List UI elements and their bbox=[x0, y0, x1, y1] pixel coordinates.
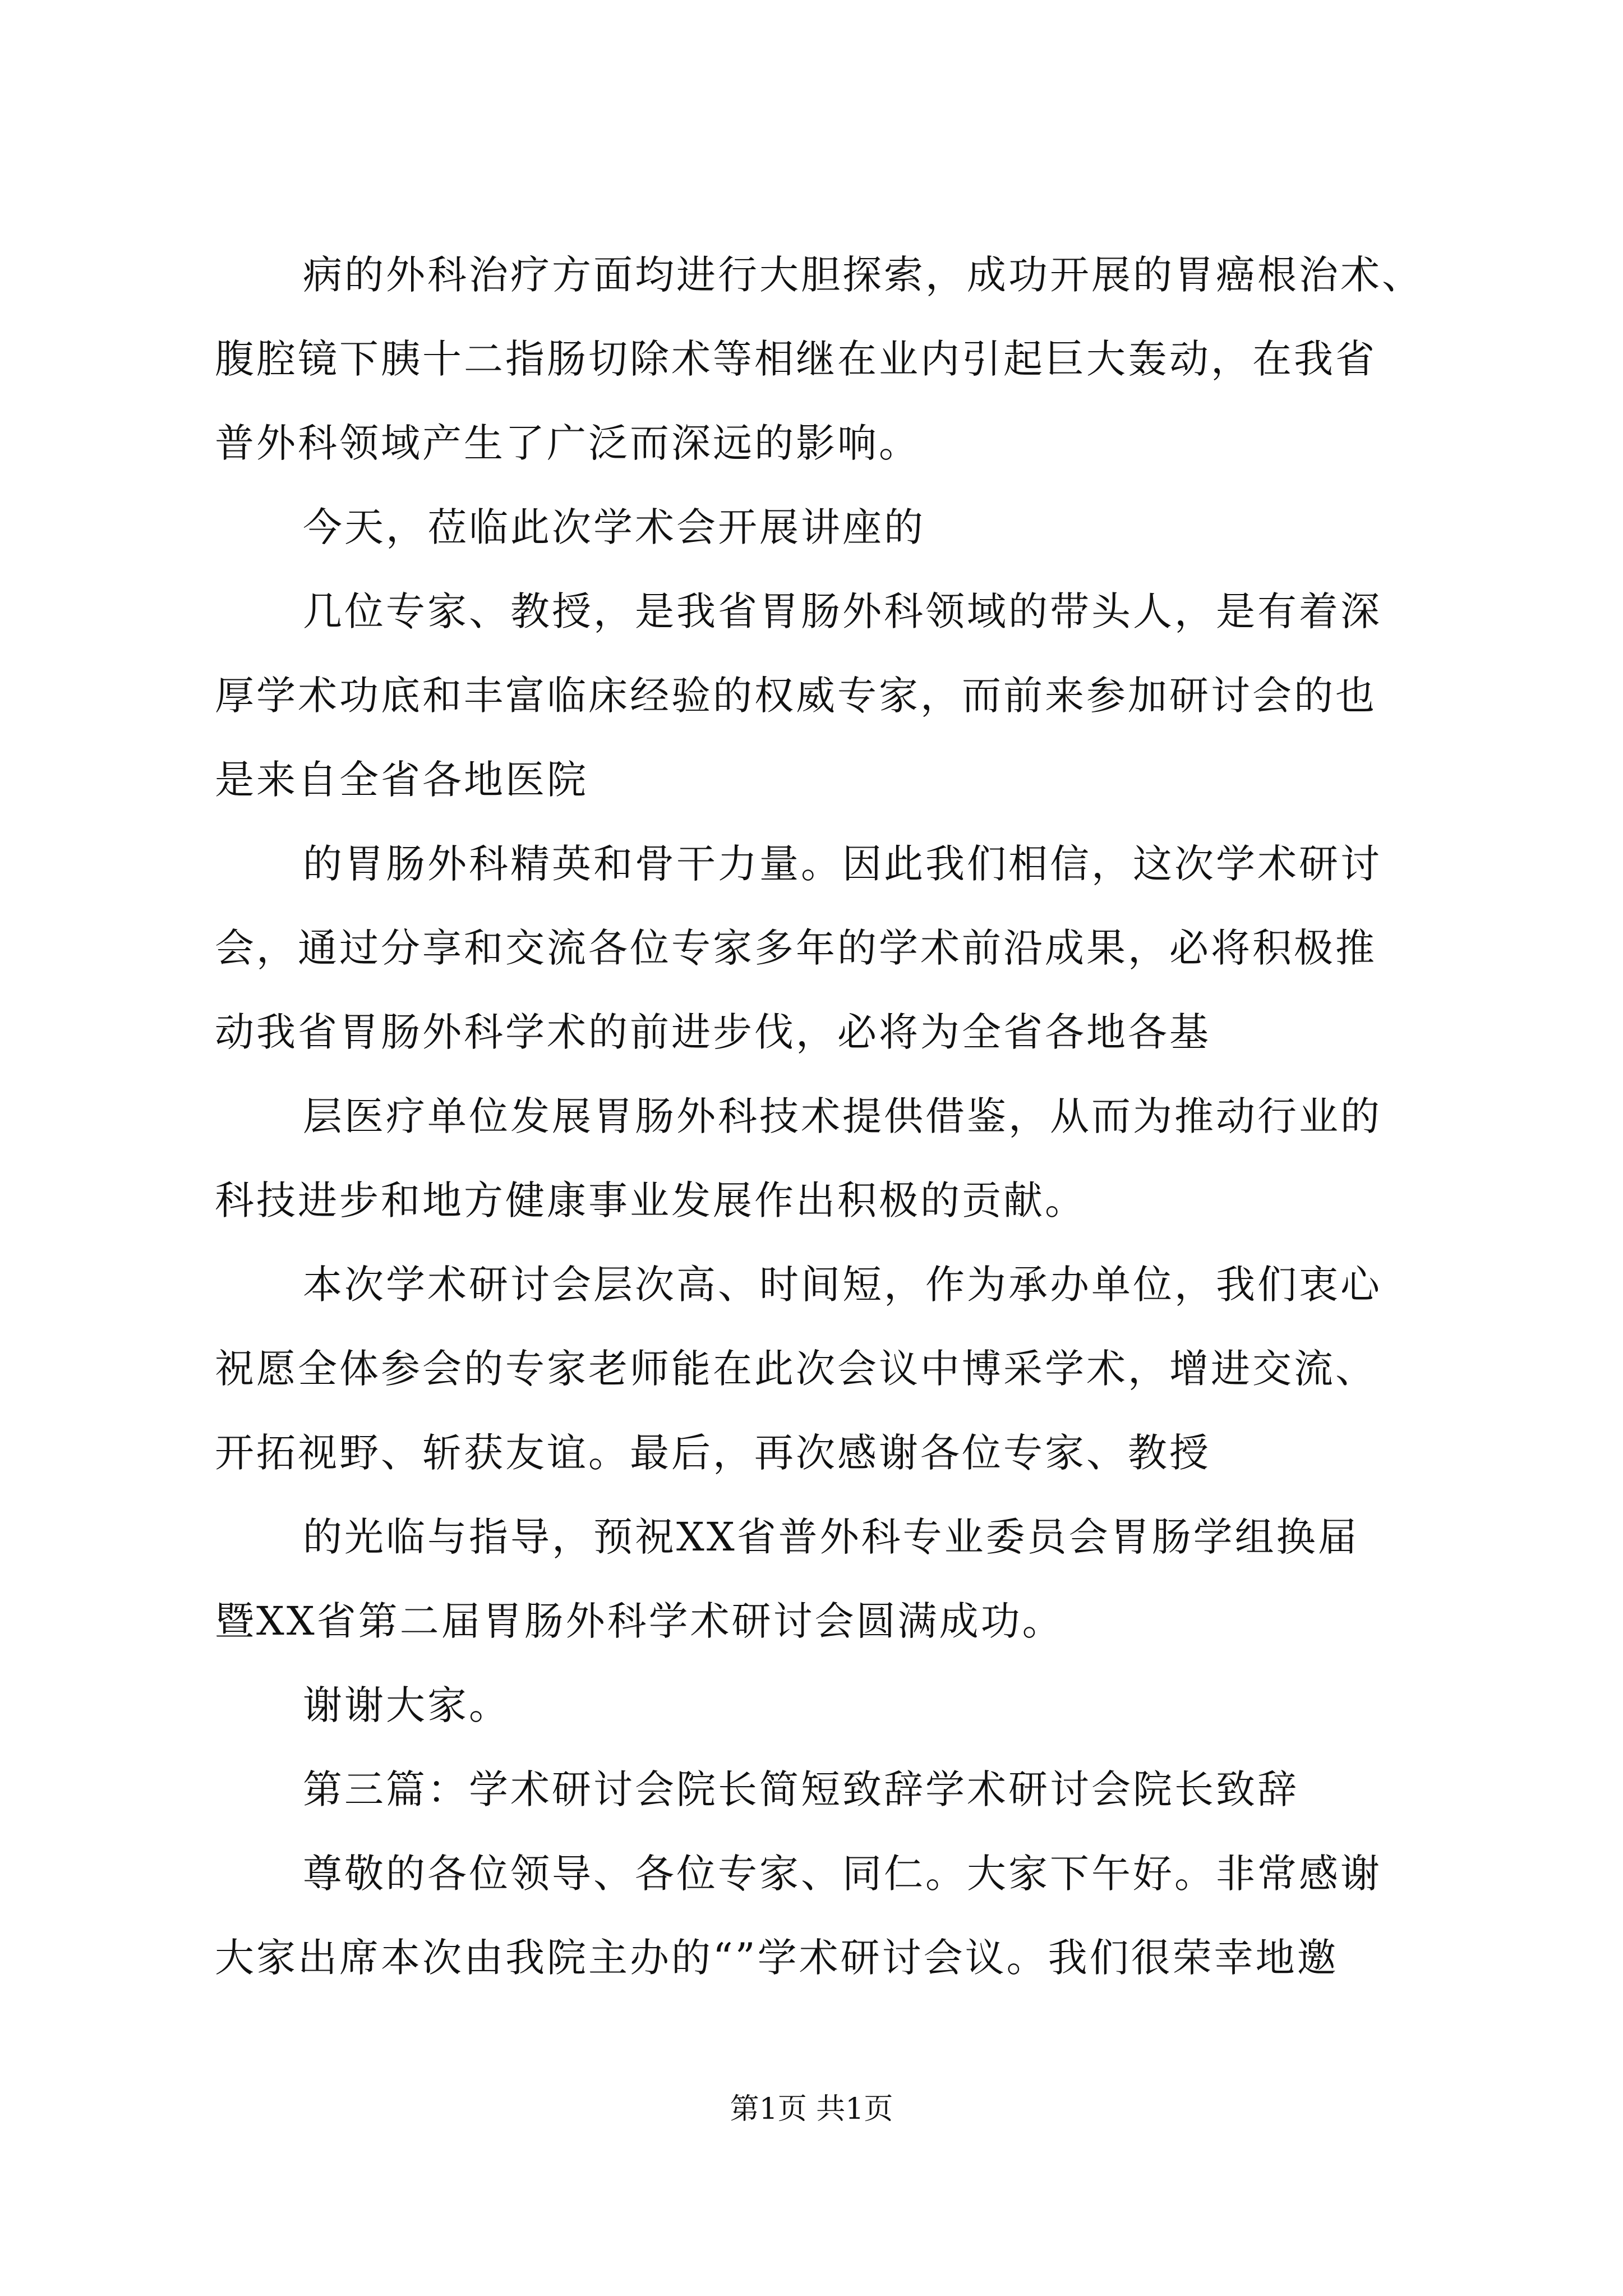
paragraph-line-9: 会，通过分享和交流各位专家多年的学术前沿成果，必将积极推 bbox=[215, 925, 1377, 971]
paragraph-line-5: 几位专家、教授，是我省胃肠外科领域的带头人，是有着深 bbox=[303, 588, 1382, 634]
paragraph-line-15: 开拓视野、斩获友谊。最后，再次感谢各位专家、教授 bbox=[215, 1430, 1211, 1476]
paragraph-line-1: 病的外科治疗方面均进行大胆探索，成功开展的胃癌根治术、 bbox=[303, 252, 1423, 298]
paragraph-line-7: 是来自全省各地医院 bbox=[215, 757, 588, 803]
paragraph-line-16: 的光临与指导，预祝XX省普外科专业委员会胃肠学组换届 bbox=[303, 1514, 1359, 1560]
paragraph-line-2: 腹腔镜下胰十二指肠切除术等相继在业内引起巨大轰动，在我省 bbox=[215, 336, 1377, 382]
paragraph-line-14: 祝愿全体参会的专家老师能在此次会议中博采学术，增进交流、 bbox=[215, 1346, 1377, 1392]
paragraph-line-12: 科技进步和地方健康事业发展作出积极的贡献。 bbox=[215, 1177, 1086, 1223]
page-footer: 第1页 共1页 bbox=[730, 2092, 893, 2126]
paragraph-line-6: 厚学术功底和丰富临床经验的权威专家，而前来参加研讨会的也 bbox=[215, 673, 1377, 719]
paragraph-line-4: 今天，莅临此次学术会开展讲座的 bbox=[303, 504, 925, 550]
section-heading: 第三篇：学术研讨会院长简短致辞学术研讨会院长致辞 bbox=[303, 1766, 1299, 1812]
paragraph-line-10: 动我省胃肠外科学术的前进步伐，必将为全省各地各基 bbox=[215, 1009, 1211, 1055]
paragraph-line-18: 谢谢大家。 bbox=[303, 1682, 510, 1728]
paragraph-line-13: 本次学术研讨会层次高、时间短，作为承办单位，我们衷心 bbox=[303, 1262, 1382, 1308]
paragraph-line-11: 层医疗单位发展胃肠外科技术提供借鉴，从而为推动行业的 bbox=[303, 1093, 1382, 1139]
paragraph-line-21: 大家出席本次由我院主办的“”学术研讨会议。我们很荣幸地邀 bbox=[215, 1935, 1339, 1981]
paragraph-line-20: 尊敬的各位领导、各位专家、同仁。大家下午好。非常感谢 bbox=[303, 1851, 1382, 1897]
paragraph-line-8: 的胃肠外科精英和骨干力量。因此我们相信，这次学术研讨 bbox=[303, 841, 1382, 887]
paragraph-line-3: 普外科领域产生了广泛而深远的影响。 bbox=[215, 420, 920, 466]
paragraph-line-17: 暨XX省第二届胃肠外科学术研讨会圆满成功。 bbox=[215, 1598, 1064, 1644]
